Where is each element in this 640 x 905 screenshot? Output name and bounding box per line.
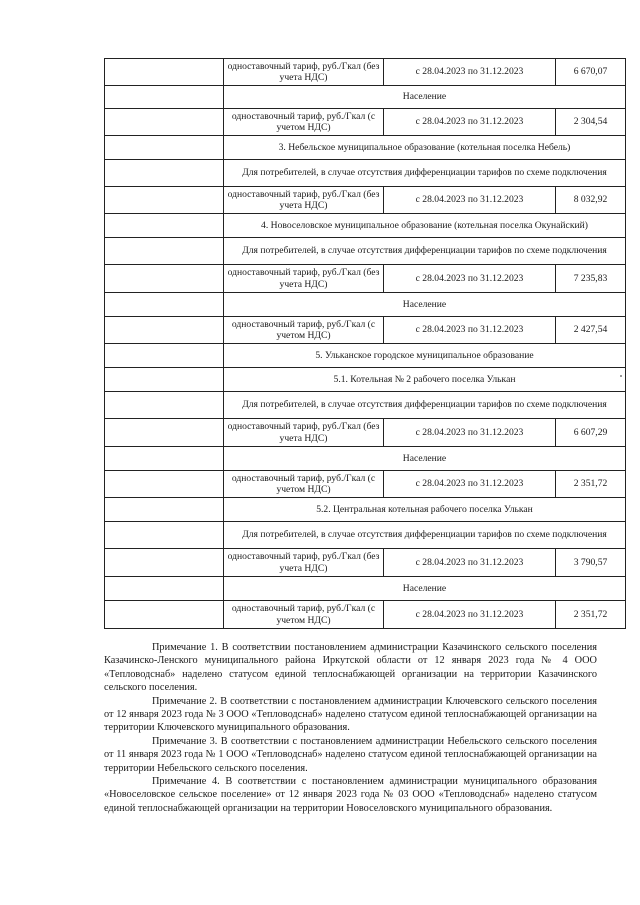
tariff-period: с 28.04.2023 по 31.12.2023: [384, 419, 556, 447]
empty-cell: [105, 471, 224, 498]
empty-cell: [105, 160, 224, 187]
tariff-row: [105, 549, 626, 577]
empty-cell: [105, 86, 224, 109]
empty-cell: [105, 238, 224, 265]
empty-cell: [105, 344, 224, 368]
section-header: Население: [224, 293, 626, 317]
section-header: Для потребителей, в случае отсутствия дифференциации тарифов по схеме подключения: [224, 522, 626, 549]
tariff-value: 2 351,72: [556, 471, 626, 498]
empty-cell: [105, 214, 224, 238]
tariff-row: [105, 109, 626, 136]
section-header-row: [105, 86, 626, 109]
tariff-period: с 28.04.2023 по 31.12.2023: [384, 265, 556, 293]
section-header-row: [105, 522, 626, 549]
tariff-row: [105, 317, 626, 344]
section-header: 5. Ульканское городское муниципальное образование: [224, 344, 626, 368]
section-header-row: [105, 447, 626, 471]
section-header-row: [105, 293, 626, 317]
section-header-row: [105, 160, 626, 187]
empty-cell: [105, 293, 224, 317]
tariff-value: 3 790,57: [556, 549, 626, 577]
tariff-label: одноставочный тариф, руб./Гкал (без учета НДС): [224, 549, 384, 577]
note-paragraph-2: Примечание 2. В соответствии с постановлением администрации Ключевского сельского поселения от 12 января 2023 года № 3 ООО «Тепловодснаб» наделено статусом единой теплоснабжающей организации на территории Ключевского муниципального образования.: [104, 695, 597, 734]
section-header: Для потребителей, в случае отсутствия дифференциации тарифов по схеме подключения: [224, 392, 626, 419]
empty-cell: [105, 498, 224, 522]
tariff-value: 6 607,29: [556, 419, 626, 447]
section-header: 5.1. Котельная № 2 рабочего поселка Улькан: [224, 368, 626, 392]
empty-cell: [105, 549, 224, 577]
empty-cell: [105, 187, 224, 214]
section-header: Для потребителей, в случае отсутствия дифференциации тарифов по схеме подключения: [224, 160, 626, 187]
tariff-row: [105, 471, 626, 498]
section-header-row: [105, 577, 626, 601]
note-paragraph-3: Примечание 3. В соответствии с постановлением администрации Небельского сельского поселения от 11 января 2023 года № 1 ООО «Тепловодснаб» наделено статусом единой теплоснабжающей организации на территории Небельского сельского поселения.: [104, 735, 597, 774]
empty-cell: [105, 447, 224, 471]
tariff-period: с 28.04.2023 по 31.12.2023: [384, 317, 556, 344]
empty-cell: [105, 317, 224, 344]
tariff-label: одноставочный тариф, руб./Гкал (с учетом НДС): [224, 317, 384, 344]
section-header-row: [105, 238, 626, 265]
empty-cell: [105, 522, 224, 549]
tariff-period: с 28.04.2023 по 31.12.2023: [384, 471, 556, 498]
tariff-row: [105, 187, 626, 214]
section-header: 4. Новоселовское муниципальное образование (котельная поселка Окунайский): [224, 214, 626, 238]
tariff-value: 6 670,07: [556, 59, 626, 86]
tariff-value: 2 351,72: [556, 601, 626, 629]
tariff-row: [105, 419, 626, 447]
tariff-value: 2 304,54: [556, 109, 626, 136]
notes-section: [104, 641, 597, 815]
section-header: Для потребителей, в случае отсутствия дифференциации тарифов по схеме подключения: [224, 238, 626, 265]
tariff-label: одноставочный тариф, руб./Гкал (без учета НДС): [224, 419, 384, 447]
section-header: 3. Небельское муниципальное образование (котельная поселка Небель): [224, 136, 626, 160]
empty-cell: [105, 392, 224, 419]
section-header-row: [105, 392, 626, 419]
empty-cell: [105, 577, 224, 601]
section-header-row: [105, 214, 626, 238]
tariff-label: одноставочный тариф, руб./Гкал (с учетом НДС): [224, 109, 384, 136]
tariff-period: с 28.04.2023 по 31.12.2023: [384, 109, 556, 136]
section-header: 5.2. Центральная котельная рабочего поселка Улькан: [224, 498, 626, 522]
tariff-label: одноставочный тариф, руб./Гкал (без учета НДС): [224, 265, 384, 293]
tariff-row: [105, 59, 626, 86]
tariff-label: одноставочный тариф, руб./Гкал (с учетом НДС): [224, 471, 384, 498]
tariff-value: 2 427,54: [556, 317, 626, 344]
tariff-period: с 28.04.2023 по 31.12.2023: [384, 549, 556, 577]
tariff-row: [105, 601, 626, 629]
note-paragraph-4: Примечание 4. В соответствии с постановлением администрации муниципального образования «Новоселовское сельское поселение» от 12 января 2023 года № 03 ООО «Тепловодснаб» наделено статусом единой теплоснабжающей организации на территории Новоселовского муниципального образования.: [104, 776, 597, 814]
section-header: Население: [224, 577, 626, 601]
tariff-row: [105, 265, 626, 293]
tariff-value: 7 235,83: [556, 265, 626, 293]
empty-cell: [105, 265, 224, 293]
section-header-row: [105, 368, 626, 392]
section-header: Население: [224, 447, 626, 471]
empty-cell: [105, 601, 224, 629]
empty-cell: [105, 419, 224, 447]
note-paragraph-1: Примечание 1. В соответствии постановлением администрации Казачинского сельского поселения Казачинско-Ленского муниципального района Иркутской области от 12 января 2023 года № 4 ООО «Тепловодснаб» наделено статусом единой теплоснабжающей организации на территории Казачинского сельского поселения.: [104, 642, 597, 694]
section-header-row: [105, 344, 626, 368]
empty-cell: [105, 59, 224, 86]
section-header-row: [105, 498, 626, 522]
tariff-value: 8 032,92: [556, 187, 626, 214]
section-header-row: [105, 136, 626, 160]
tariff-label: одноставочный тариф, руб./Гкал (с учетом НДС): [224, 601, 384, 629]
empty-cell: [105, 368, 224, 392]
tariff-period: с 28.04.2023 по 31.12.2023: [384, 601, 556, 629]
tariff-period: с 28.04.2023 по 31.12.2023: [384, 187, 556, 214]
tariff-table: [104, 58, 626, 629]
tariff-label: одноставочный тариф, руб./Гкал (без учета НДС): [224, 59, 384, 86]
empty-cell: [105, 136, 224, 160]
tariff-period: с 28.04.2023 по 31.12.2023: [384, 59, 556, 86]
empty-cell: [105, 109, 224, 136]
tariff-label: одноставочный тариф, руб./Гкал (без учета НДС): [224, 187, 384, 214]
section-header: Население: [224, 86, 626, 109]
tariff-table-body: [105, 59, 626, 629]
scan-speck: [620, 375, 622, 377]
